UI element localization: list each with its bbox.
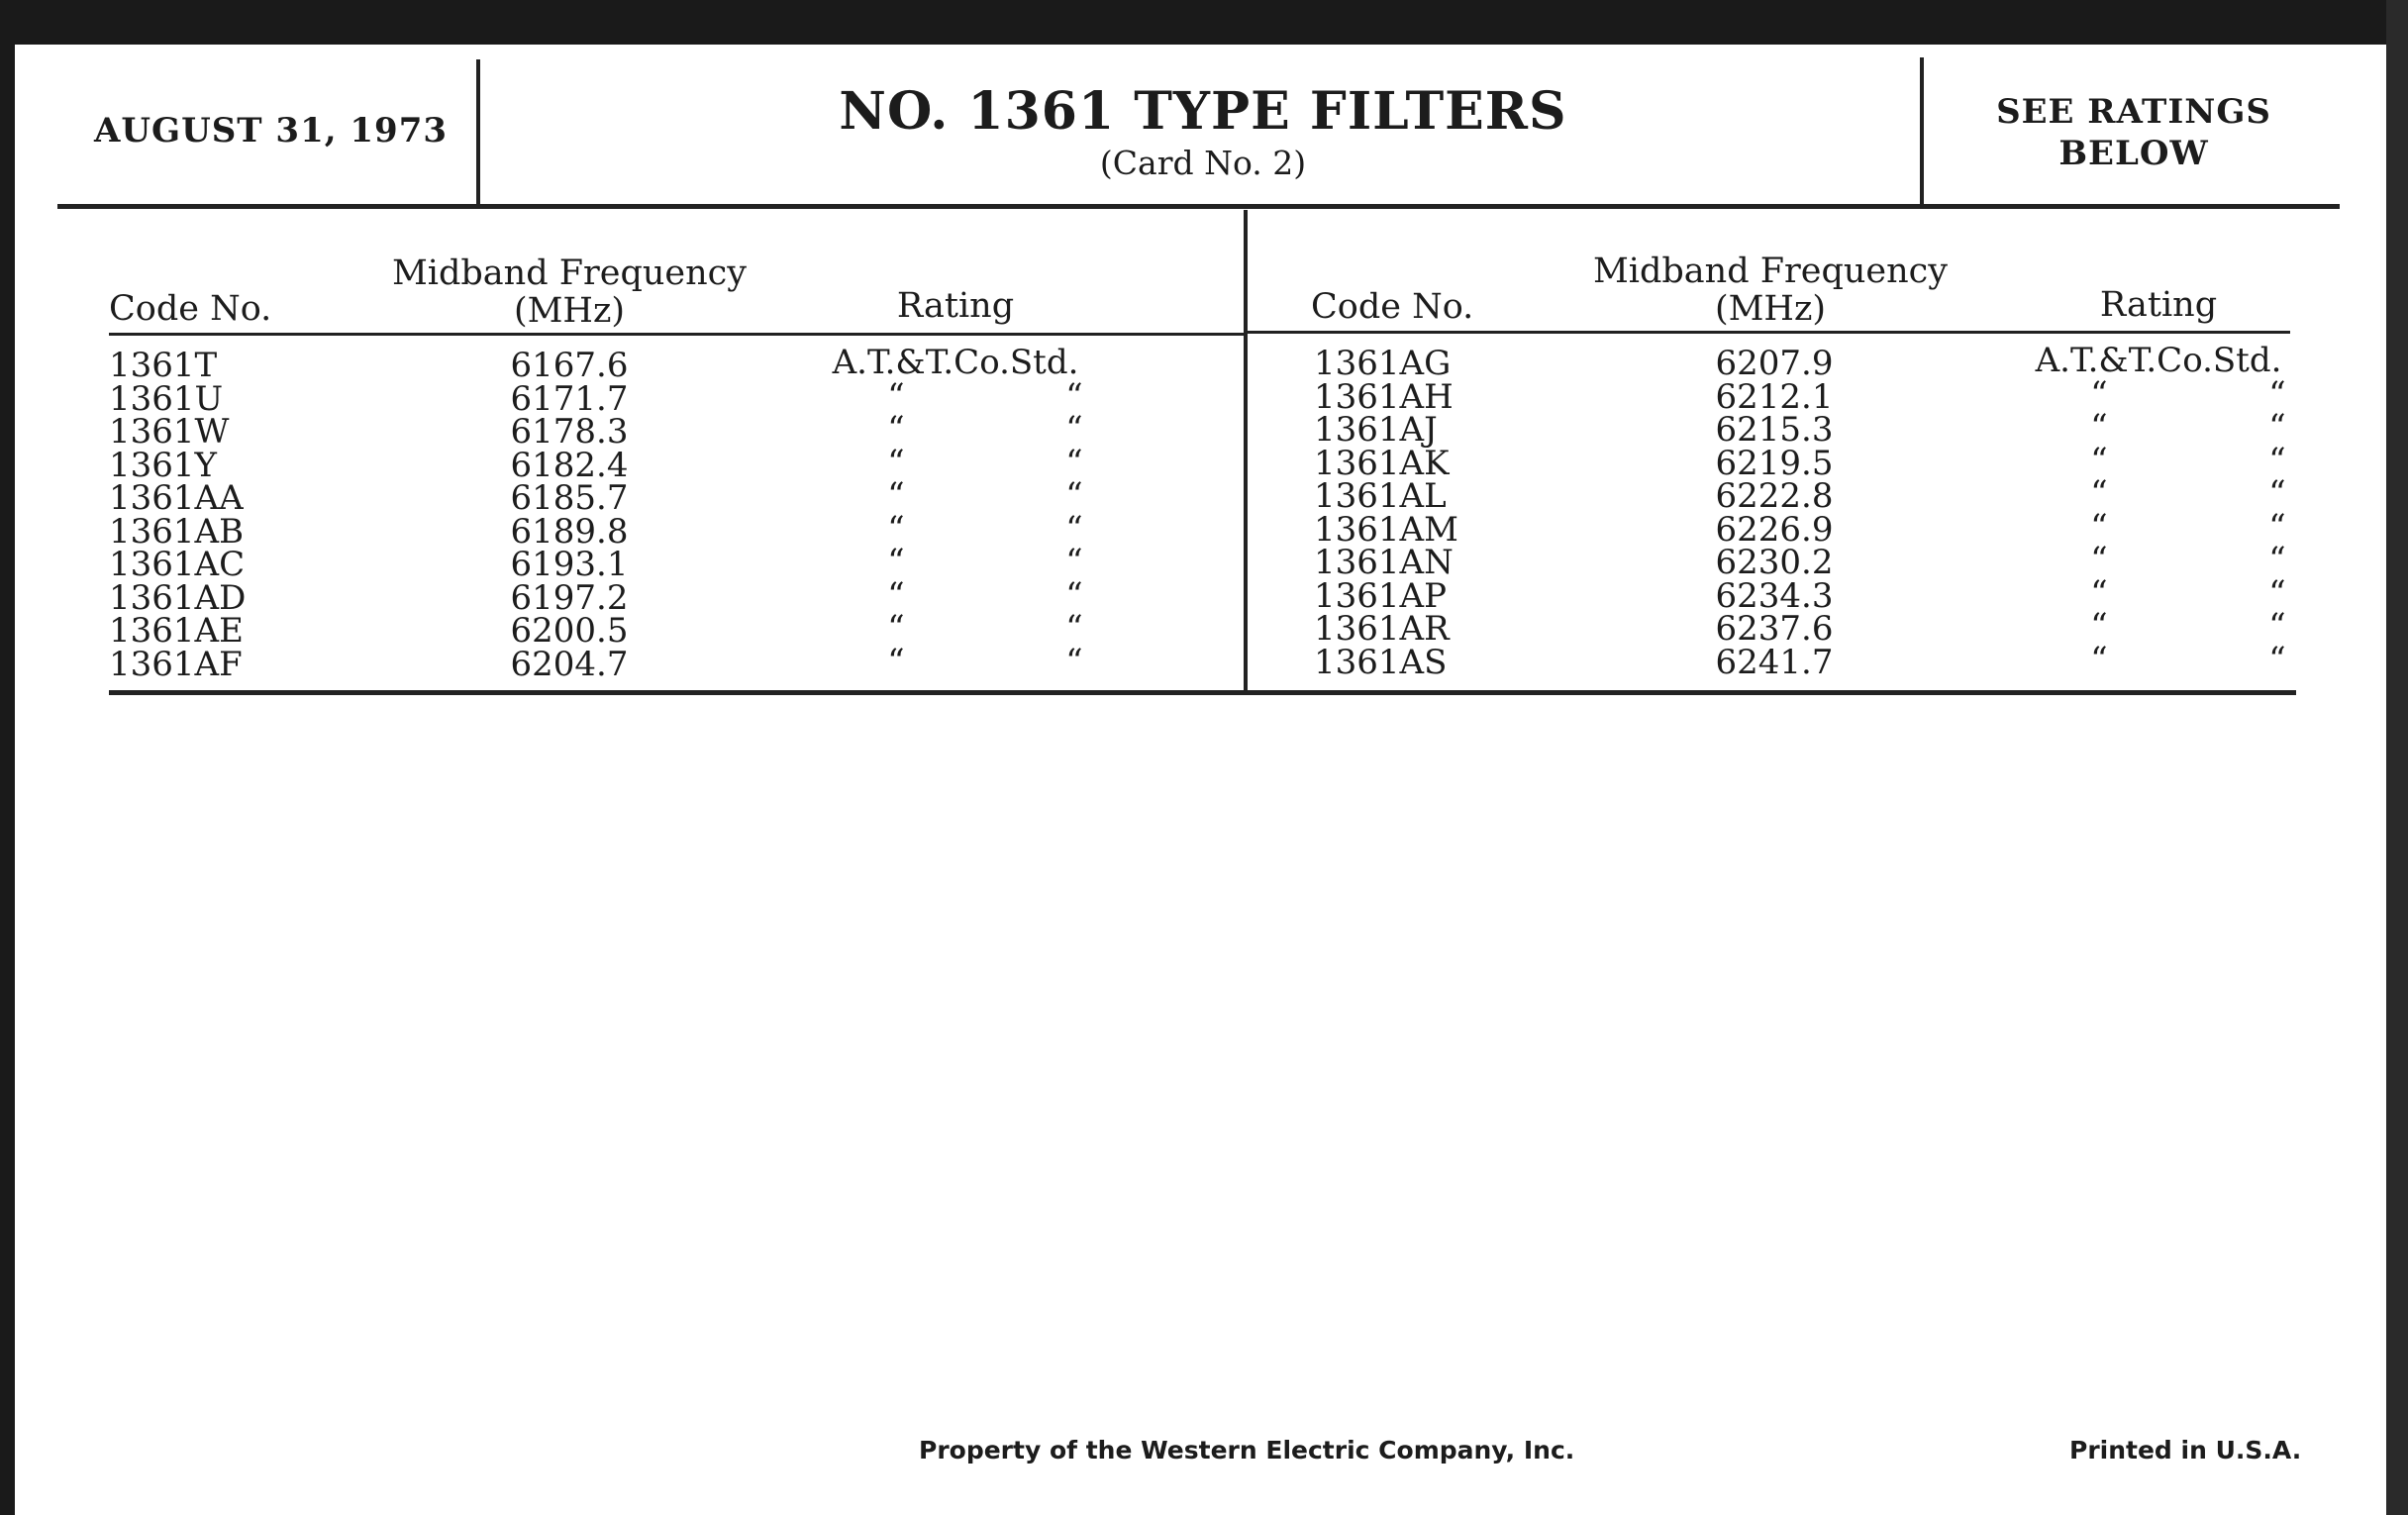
- table-row-code: 1361AP: [1314, 575, 1447, 616]
- table-row-code: 1361AG: [1314, 344, 1452, 383]
- table-row-rating-ditto: “ “: [887, 608, 1083, 648]
- table-row-freq: 6185.7: [510, 478, 629, 518]
- left-freq-column: [475, 346, 663, 684]
- table-row-rating-ditto: “ “: [2090, 606, 2286, 646]
- left-header-rule: [109, 333, 1244, 336]
- table-row-rating-ditto: “ “: [887, 442, 1083, 482]
- scan-edge: [2386, 0, 2408, 1515]
- table-row-rating-ditto: “ “: [887, 375, 1083, 416]
- ratings-note-line2: BELOW: [2058, 134, 2209, 173]
- left-freq-header-line2: (MHz): [513, 291, 626, 331]
- table-row-code: 1361AE: [109, 611, 244, 651]
- table-row-code: 1361AM: [1314, 509, 1458, 550]
- header-rule: [57, 204, 2340, 209]
- table-row-freq: 6207.9: [1715, 344, 1834, 383]
- table-row-freq: 6167.6: [510, 346, 629, 385]
- table-row-rating-ditto: “ “: [2090, 572, 2286, 613]
- table-row-rating-ditto: “ “: [887, 574, 1083, 615]
- footer-property: Property of the Western Electric Company, Inc.: [919, 1436, 1575, 1464]
- table-row-freq: 6182.4: [510, 445, 629, 485]
- table-row-code: 1361Y: [109, 445, 217, 485]
- left-rating-column: [807, 343, 1104, 681]
- table-row-rating-ditto: “ “: [887, 409, 1083, 449]
- card-subtitle: (Card No. 2): [1099, 144, 1307, 182]
- table-center-divider: [1244, 210, 1248, 695]
- table-row-code: 1361AK: [1314, 443, 1450, 483]
- card-date: AUGUST 31, 1973: [94, 111, 449, 151]
- table-row-freq: 6193.1: [510, 545, 629, 584]
- right-freq-header-line2: (MHz): [1714, 289, 1827, 329]
- table-row-rating-ditto: “ “: [2090, 407, 2286, 447]
- table-row-code: 1361AS: [1314, 642, 1448, 682]
- table-row-freq: 6230.2: [1715, 543, 1834, 582]
- header-divider-left: [476, 59, 480, 206]
- table-row-rating-ditto: “ “: [2090, 373, 2286, 414]
- table-row-code: 1361AR: [1314, 609, 1450, 649]
- table-row-freq: 6178.3: [510, 412, 629, 452]
- table-row-code: 1361AA: [109, 478, 244, 518]
- table-row-freq: 6200.5: [510, 611, 629, 651]
- table-row-freq: 6212.1: [1715, 376, 1834, 417]
- table-row-rating: A.T.&T.Co.Std.: [832, 343, 1079, 382]
- table-row-rating-ditto: “ “: [887, 641, 1083, 681]
- table-row-freq: 6197.2: [510, 577, 629, 618]
- table-row-code: 1361AJ: [1314, 410, 1438, 450]
- right-freq-column: [1680, 344, 1868, 682]
- table-row-code: 1361AN: [1314, 543, 1454, 582]
- table-row-freq: 6234.3: [1715, 575, 1834, 616]
- right-freq-header: [1577, 252, 1963, 328]
- left-code-column: [109, 346, 247, 684]
- filter-card: [15, 45, 2386, 1515]
- left-freq-header-line1: Midband Frequency: [391, 253, 748, 293]
- ratings-note-line1: SEE RATINGS: [1996, 92, 2271, 132]
- table-row-rating-ditto: “ “: [887, 542, 1083, 581]
- table-row-code: 1361AB: [109, 511, 245, 552]
- table-row-freq: 6219.5: [1715, 443, 1834, 483]
- table-row-freq: 6237.6: [1715, 609, 1834, 649]
- right-header-rule: [1247, 331, 2290, 334]
- left-rating-header: Rating: [896, 286, 1015, 326]
- table-row-rating-ditto: “ “: [2090, 639, 2286, 679]
- right-rating-column: [2010, 341, 2307, 679]
- table-row-rating-ditto: “ “: [887, 475, 1083, 515]
- table-row-rating-ditto: “ “: [2090, 440, 2286, 480]
- table-row-code: 1361T: [109, 346, 218, 385]
- table-row-freq: 6226.9: [1715, 509, 1834, 550]
- table-row-rating-ditto: “ “: [2090, 473, 2286, 513]
- table-row-freq: 6241.7: [1715, 642, 1834, 682]
- table-row-code: 1361AD: [109, 577, 247, 618]
- table-row-freq: 6171.7: [510, 378, 629, 419]
- table-row-freq: 6215.3: [1715, 410, 1834, 450]
- ratings-note: [1931, 91, 2337, 174]
- table-row-rating-ditto: “ “: [2090, 506, 2286, 547]
- table-row-rating-ditto: “ “: [887, 508, 1083, 549]
- table-row-freq: 6189.8: [510, 511, 629, 552]
- left-code-header: Code No.: [109, 289, 272, 329]
- right-code-column: [1314, 344, 1458, 682]
- table-row-code: 1361W: [109, 412, 230, 452]
- header-divider-right: [1920, 57, 1924, 204]
- right-rating-header: Rating: [2099, 285, 2218, 325]
- table-row-code: 1361AH: [1314, 376, 1454, 417]
- table-row-code: 1361U: [109, 378, 224, 419]
- right-freq-header-line1: Midband Frequency: [1592, 252, 1949, 291]
- footer-printed: Printed in U.S.A.: [2069, 1436, 2302, 1464]
- table-row-freq: 6204.7: [510, 644, 629, 684]
- left-freq-header: [376, 254, 762, 330]
- card-title: NO. 1361 TYPE FILTERS: [839, 81, 1567, 142]
- table-bottom-rule: [109, 690, 2296, 695]
- table-row-rating: A.T.&T.Co.Std.: [2035, 341, 2282, 380]
- right-code-header: Code No.: [1311, 287, 1474, 327]
- table-row-code: 1361AF: [109, 644, 243, 684]
- table-row-freq: 6222.8: [1715, 476, 1834, 516]
- table-row-rating-ditto: “ “: [2090, 540, 2286, 579]
- table-row-code: 1361AL: [1314, 476, 1447, 516]
- table-row-code: 1361AC: [109, 545, 246, 584]
